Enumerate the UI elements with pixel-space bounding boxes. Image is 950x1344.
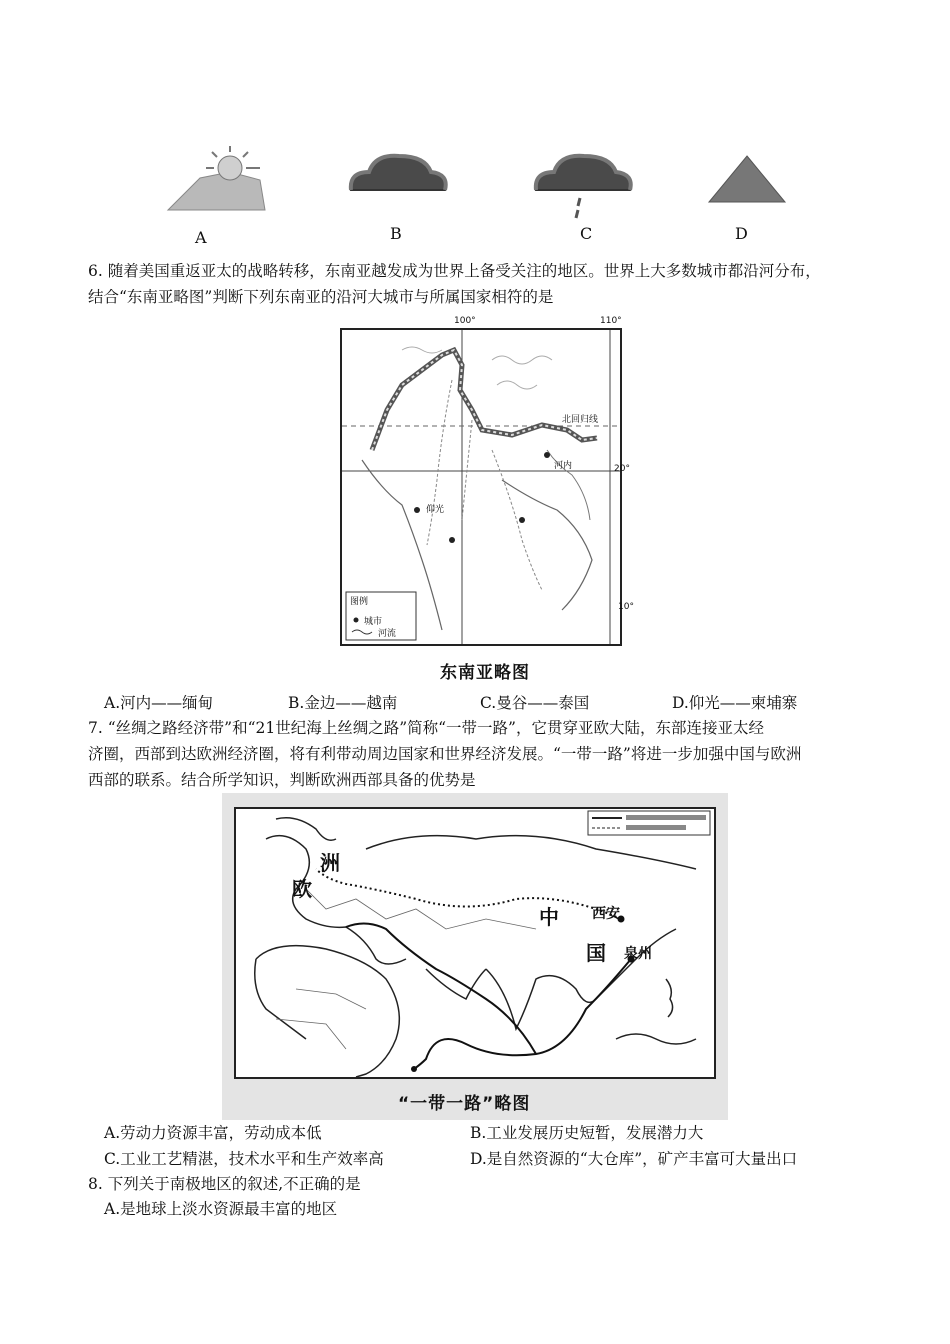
symbol-label-b: B [390, 224, 402, 243]
sunny-icon [160, 140, 280, 220]
southeast-asia-map [340, 316, 634, 646]
belt-road-map [222, 793, 728, 1120]
china-label-2: 国 [586, 941, 606, 965]
q6-option-b[interactable]: B.金边——越南 [288, 694, 398, 712]
tropic-label: 北回归线 [562, 415, 599, 425]
q7-option-b[interactable]: B.工业发展历史短暂，发展潜力大 [470, 1124, 704, 1142]
lon-110-label: 110° [600, 316, 622, 326]
weather-symbols-row [150, 140, 800, 250]
q7-option-d[interactable]: D.是自然资源的“大仓库”，矿产丰富可大量出口 [470, 1150, 798, 1168]
q8-stem: 8. 下列关于南极地区的叙述,不正确的是 [88, 1175, 361, 1193]
q6-stem-line1: 6. 随着美国重返亚太的战略转移，东南亚越发成为世界上备受关注的地区。世界上大多数城市都沿河分布， [88, 262, 821, 280]
china-label-1: 中 [539, 905, 559, 929]
quanzhou-label: 泉州 [624, 946, 652, 962]
lat-10-label: 10° [618, 602, 634, 612]
belt-road-map-frame [234, 807, 716, 1079]
lat-20-label: 20° [614, 464, 630, 474]
southeast-asia-map-caption: 东南亚略图 [440, 663, 530, 683]
yangon-label: 仰光 [426, 505, 445, 515]
q7-stem-line2: 济圈，西部到达欧洲经济圈，将有利带动周边国家和世界经济发展。“一带一路”将进一步加强中国与欧洲 [88, 745, 802, 763]
q8-option-a[interactable]: A.是地球上淡水资源最丰富的地区 [104, 1200, 338, 1218]
q6-option-c[interactable]: C.曼谷——泰国 [480, 694, 590, 712]
q6-option-d[interactable]: D.仰光——柬埔寨 [672, 694, 798, 712]
legend-city: 城市 [364, 617, 383, 627]
hanoi-label: 河内 [554, 461, 573, 471]
xian-label: 西安 [592, 906, 620, 922]
q7-option-a[interactable]: A.劳动力资源丰富，劳动成本低 [104, 1124, 322, 1142]
europe-label-2: 洲 [320, 851, 340, 875]
lon-100-label: 100° [454, 316, 476, 326]
triangle-icon [705, 150, 795, 210]
symbol-label-a: A [195, 228, 207, 247]
europe-label-1: 欧 [292, 877, 312, 901]
q6-stem-line2: 结合“东南亚略图”判断下列东南亚的沿河大城市与所属国家相符的是 [88, 288, 554, 306]
cloud-icon [345, 150, 455, 210]
symbol-label-d: D [735, 224, 748, 243]
legend-river: 河流 [378, 629, 397, 639]
q7-stem-line1: 7. “丝绸之路经济带”和“21世纪海上丝绸之路”简称“一带一路”，它贯穿亚欧大陆，东部连接亚太经 [88, 719, 764, 737]
belt-road-map-caption: “一带一路”略图 [398, 1094, 531, 1114]
q6-option-a[interactable]: A.河内——缅甸 [104, 694, 214, 712]
southeast-asia-map-drawing [342, 330, 620, 644]
legend-title: 图例 [350, 597, 369, 607]
q7-stem-line3: 西部的联系。结合所学知识，判断欧洲西部具备的优势是 [88, 771, 476, 789]
q7-option-c[interactable]: C.工业工艺精湛，技术水平和生产效率高 [104, 1150, 384, 1168]
rain-cloud-icon [530, 150, 640, 230]
symbol-label-c: C [580, 224, 593, 243]
